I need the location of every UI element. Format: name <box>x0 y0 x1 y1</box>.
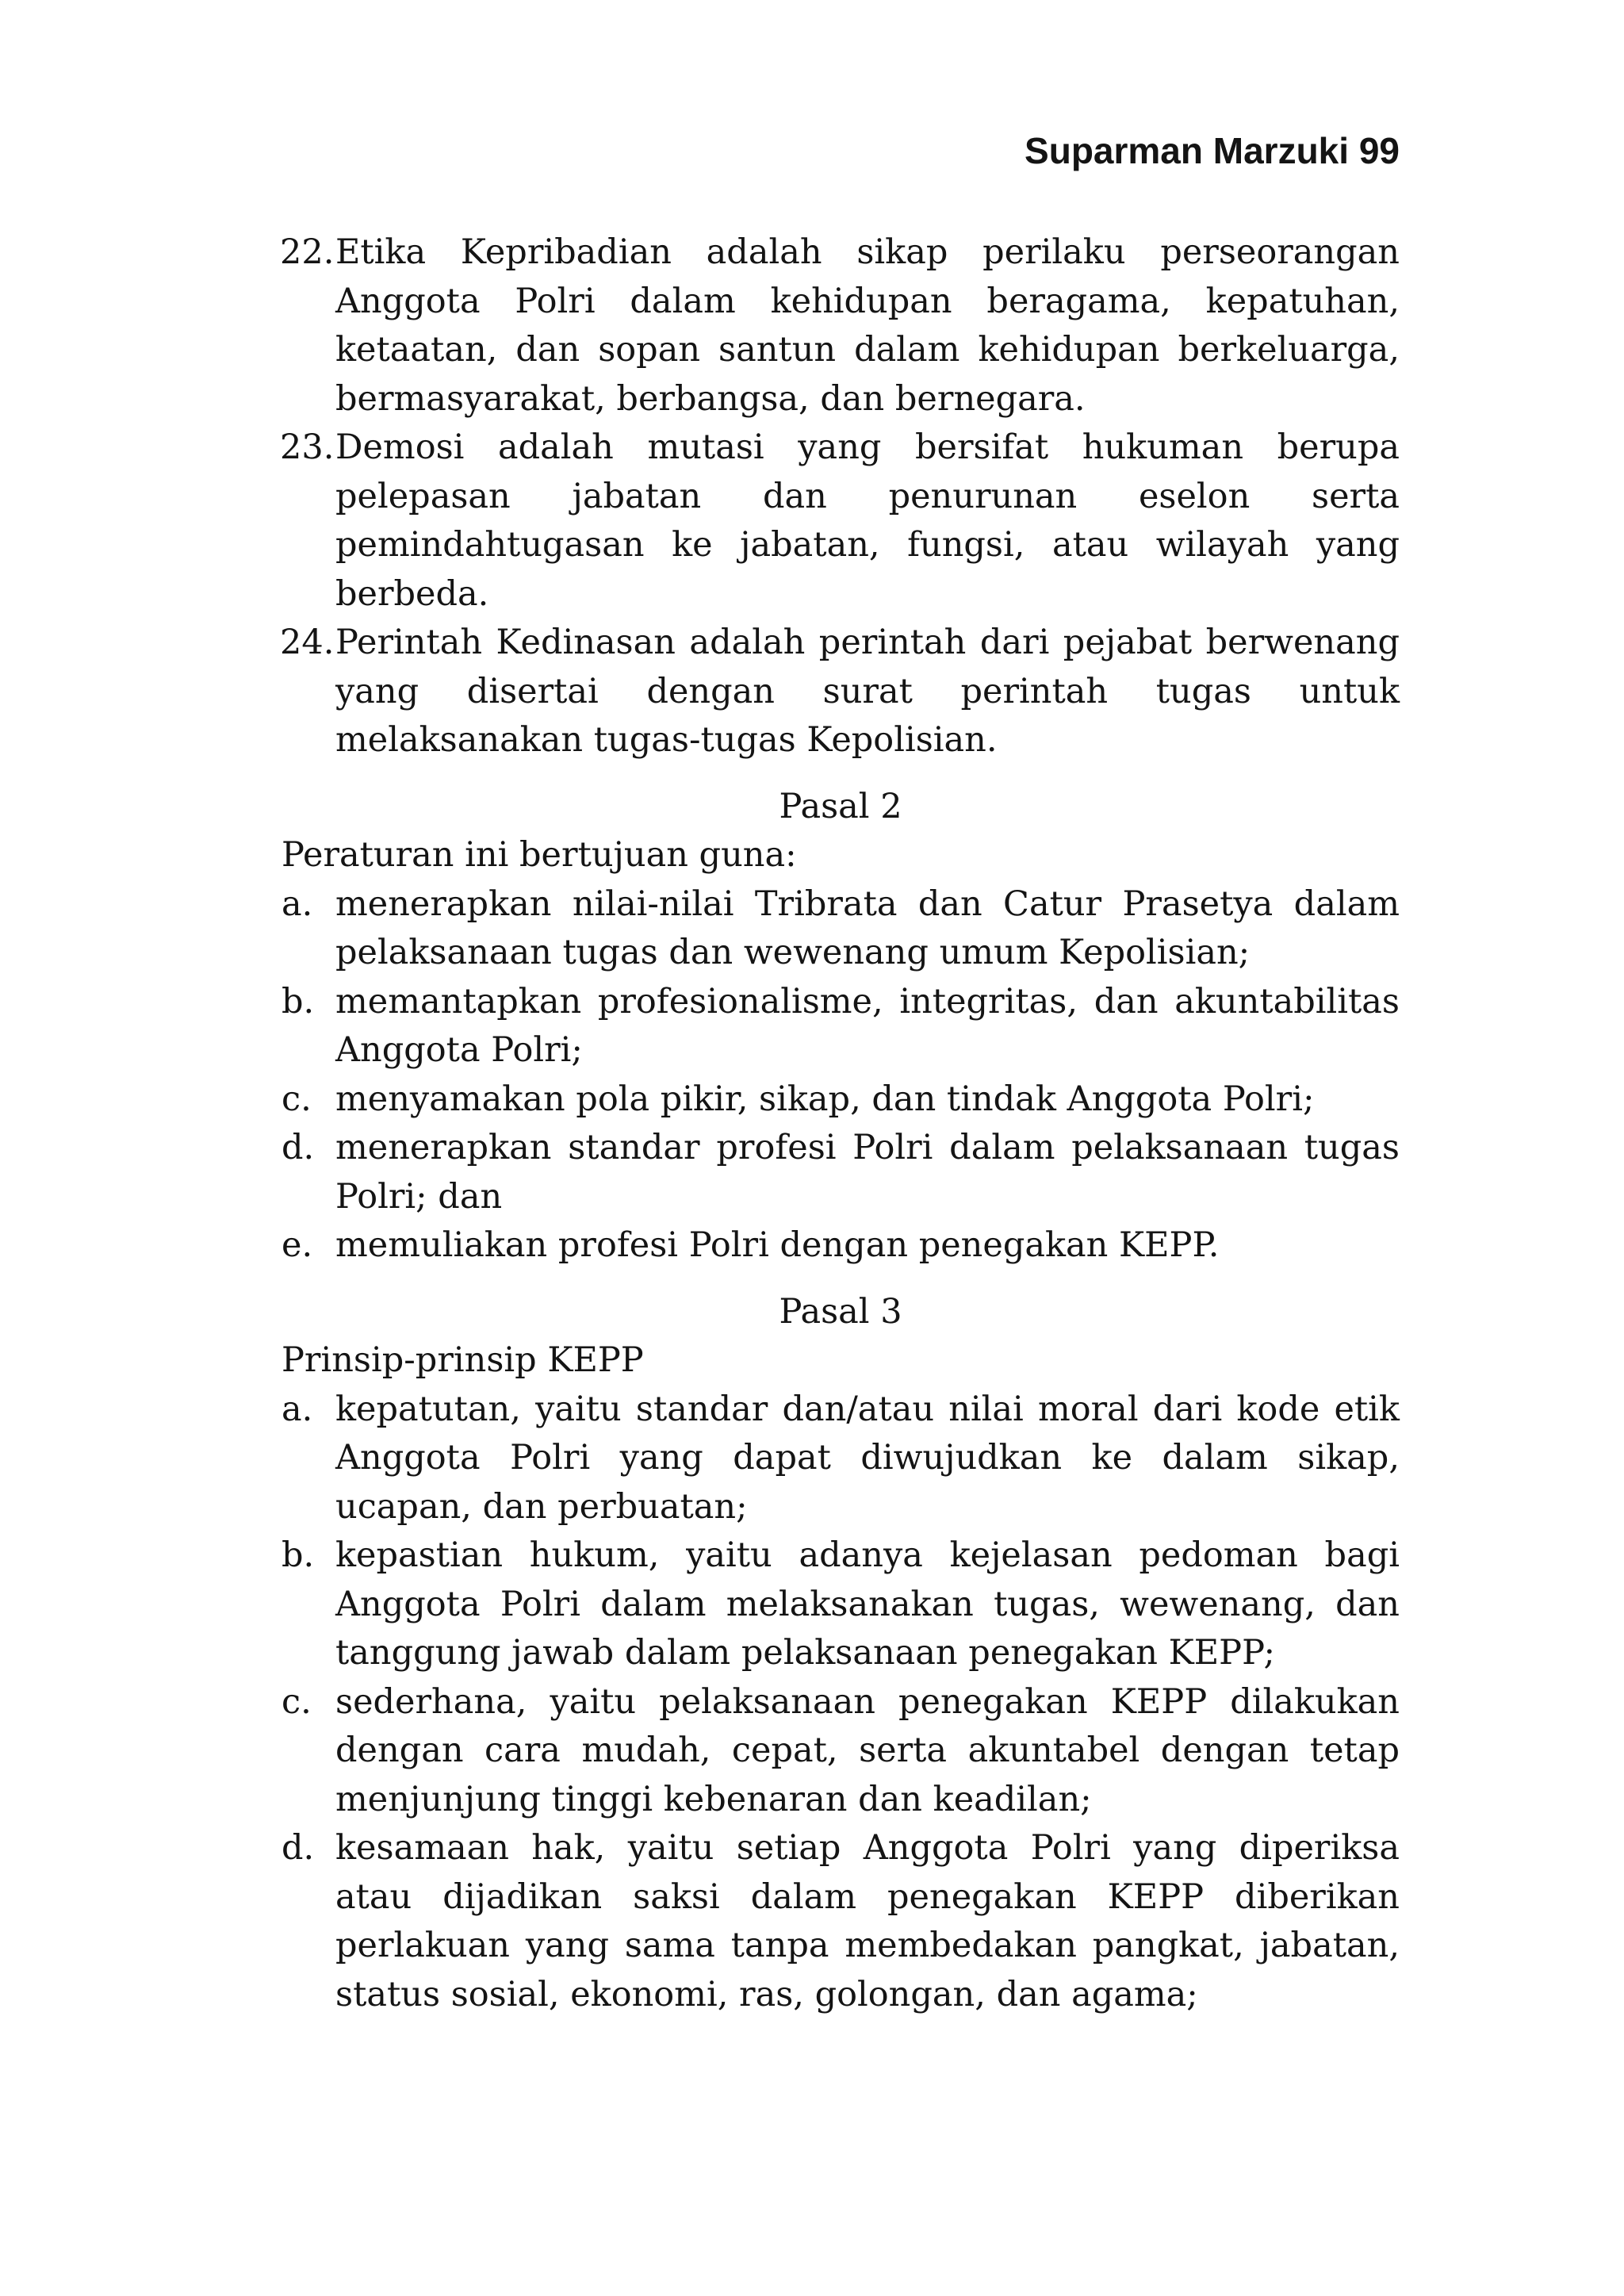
pasal-3-item <box>282 1531 1400 1678</box>
header-author: Suparman Marzuki <box>1025 130 1350 171</box>
item-letter: e. <box>282 1225 313 1265</box>
pasal-2-intro: Peraturan ini bertujuan guna: <box>282 835 797 875</box>
pasal-2-item <box>282 1075 1400 1125</box>
definition-text: Etika Kepribadian adalah sikap perilaku perseorangan Anggota Polri dalam kehidupan beragama, kepatuhan, ketaatan, dan sopan santun dalam kehidupan berkeluarga, bermasyarakat, berbangsa, dan bernegara. <box>335 232 1400 419</box>
item-text: menyamakan pola pikir, sikap, dan tindak Anggota Polri; <box>335 1079 1315 1119</box>
item-letter: d. <box>282 1128 315 1167</box>
item-letter: b. <box>282 1535 315 1575</box>
item-letter: a. <box>282 1389 313 1429</box>
running-header <box>1025 127 1400 174</box>
definition-number: 24. <box>280 623 335 662</box>
definition-item <box>282 619 1400 765</box>
pasal-2-item <box>282 880 1400 978</box>
pasal-2-item <box>282 978 1400 1075</box>
item-letter: b. <box>282 981 315 1022</box>
item-letter: c. <box>282 1079 312 1119</box>
pasal-3-item <box>282 1678 1400 1825</box>
item-text: sederhana, yaitu pelaksanaan penegakan KEPP dilakukan dengan cara mudah, cepat, serta akuntabel dengan tetap menjunjung tinggi kebenaran dan keadilan; <box>335 1681 1400 1819</box>
item-letter: a. <box>282 884 313 924</box>
document-body <box>282 228 1400 2019</box>
item-text: memuliakan profesi Polri dengan penegakan KEPP. <box>335 1225 1220 1265</box>
item-text: kepatutan, yaitu standar dan/atau nilai moral dari kode etik Anggota Polri yang dapat diwujudkan ke dalam sikap, ucapan, dan perbuatan; <box>335 1389 1400 1527</box>
pasal-3-item <box>282 1824 1400 2019</box>
definition-number: 22. <box>280 232 335 272</box>
definition-item <box>282 424 1400 619</box>
item-text: kesamaan hak, yaitu setiap Anggota Polri yang diperiksa atau dijadikan saksi dalam penegakan KEPP diberikan perlakuan yang sama tanpa membedakan pangkat, jabatan, status sosial, ekonomi, ras, golongan, dan agama; <box>335 1828 1400 2014</box>
pasal-2-item <box>282 1221 1400 1271</box>
pasal-2-item <box>282 1124 1400 1221</box>
definition-text: Demosi adalah mutasi yang bersifat hukuman berupa pelepasan jabatan dan penurunan eselon serta pemindahtugasan ke jabatan, fungsi, atau wilayah yang berbeda. <box>335 427 1400 614</box>
definition-text: Perintah Kedinasan adalah perintah dari pejabat berwenang yang disertai dengan surat perintah tugas untuk melaksanakan tugas-tugas Kepolisian. <box>335 623 1400 760</box>
pasal-3-heading: Pasal 3 <box>779 1291 902 1332</box>
definition-number: 23. <box>280 427 335 467</box>
item-letter: c. <box>282 1681 312 1722</box>
pasal-3-intro: Prinsip-prinsip KEPP <box>282 1340 644 1380</box>
item-letter: d. <box>282 1828 315 1868</box>
item-text: memantapkan profesionalisme, integritas, dan akuntabilitas Anggota Polri; <box>335 981 1400 1070</box>
item-text: menerapkan standar profesi Polri dalam pelaksanaan tugas Polri; dan <box>335 1128 1400 1217</box>
item-text: menerapkan nilai-nilai Tribrata dan Catur Prasetya dalam pelaksanaan tugas dan wewenang umum Kepolisian; <box>335 884 1400 972</box>
pasal-2-heading: Pasal 2 <box>779 786 902 826</box>
pasal-3-item <box>282 1386 1400 1532</box>
item-text: kepastian hukum, yaitu adanya kejelasan pedoman bagi Anggota Polri dalam melaksanakan tugas, wewenang, dan tanggung jawab dalam pelaksanaan penegakan KEPP; <box>335 1535 1400 1673</box>
definition-item <box>282 228 1400 424</box>
header-page-number: 99 <box>1358 130 1400 171</box>
